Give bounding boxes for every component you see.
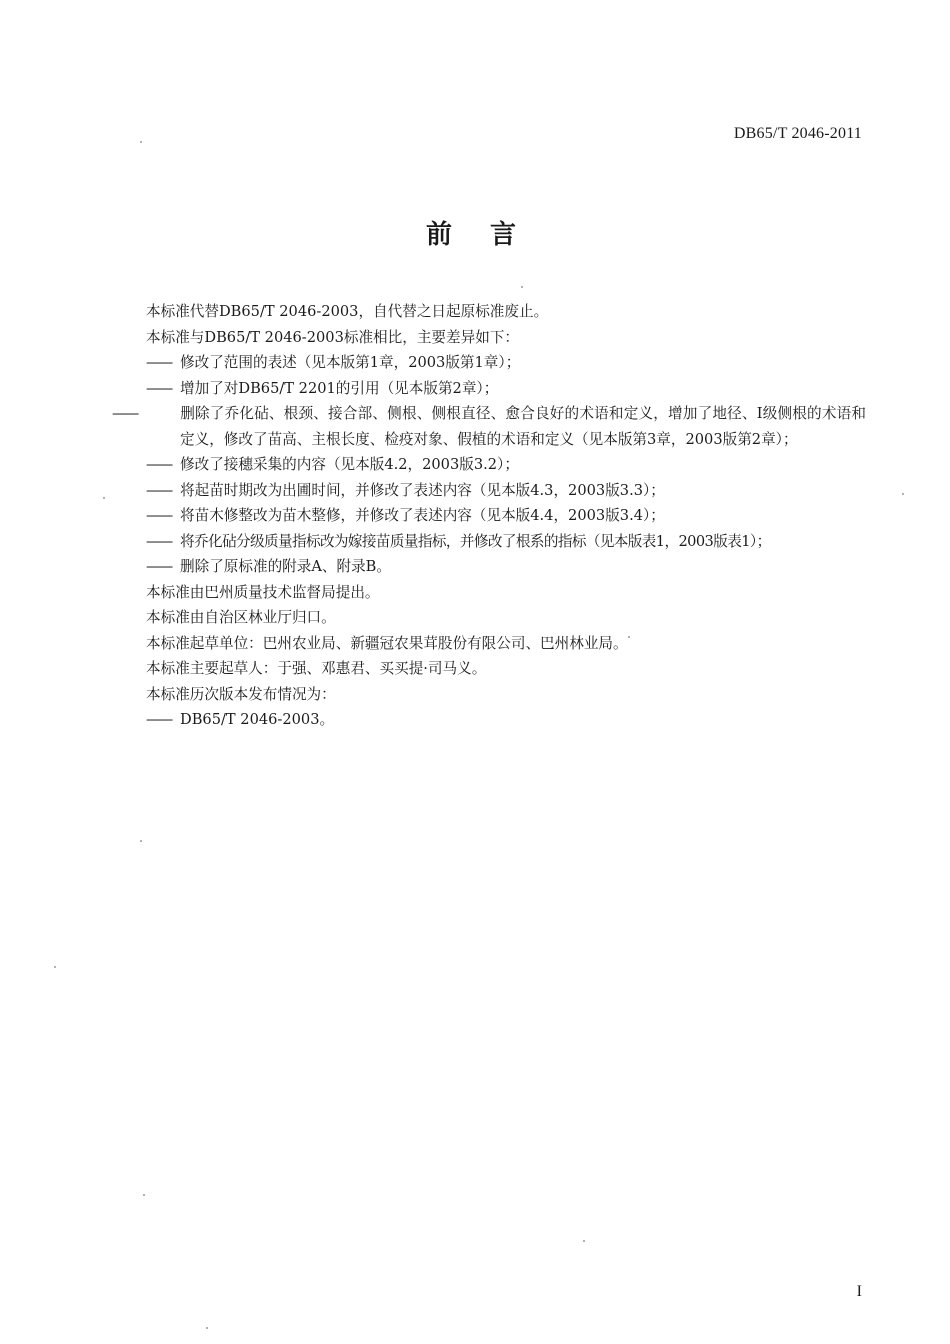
dash-mark: —— <box>146 507 172 524</box>
change-item-text: 删除了原标准的附录A、附录B。 <box>180 558 391 575</box>
page-title: 前言 <box>425 220 554 250</box>
scan-speck <box>103 497 105 499</box>
scan-speck <box>583 1240 585 1242</box>
dash-mark: —— <box>146 711 172 728</box>
scan-speck <box>54 966 56 968</box>
change-item-text: 将起苗时期改为出圃时间，并修改了表述内容（见本版4.3，2003版3.3）； <box>180 481 665 499</box>
dash-mark: —— <box>146 532 172 550</box>
dash-mark: —— <box>146 379 172 397</box>
change-item <box>146 478 866 504</box>
change-item-text: 将乔化砧分级质量指标改为嫁接苗质量指标，并修改了根系的指标（见本版表1，2003版表1）； <box>180 532 771 550</box>
foreword-content <box>112 299 866 733</box>
standard-code: DB65/T 2046-2011 <box>733 125 862 142</box>
dash-mark: —— <box>146 354 172 371</box>
scan-speck <box>628 636 630 638</box>
paragraph-drafters: 本标准主要起草人：于强、邓惠君、买买提·司马义。 <box>146 660 487 677</box>
change-item-text: 删除了乔化砧、根颈、接合部、侧根、侧根直径、愈合良好的术语和定义，增加了地径、Ⅰ级侧根的术语和定义，修改了苗高、主根长度、检疫对象、假植的术语和定义（见本版第3章，2003版第2章）； <box>180 405 866 448</box>
change-item <box>146 503 866 529</box>
change-item <box>146 529 866 555</box>
page-number: I <box>856 1283 862 1300</box>
dash-mark: —— <box>112 405 138 422</box>
change-item <box>146 376 866 402</box>
change-item <box>112 401 866 452</box>
change-item <box>146 350 866 376</box>
dash-mark: —— <box>146 456 172 473</box>
paragraph-differences-intro: 本标准与DB65/T 2046-2003标准相比，主要差异如下： <box>146 328 519 346</box>
scan-speck <box>902 493 904 495</box>
history-item <box>146 707 866 733</box>
paragraph-proposer: 本标准由巴州质量技术监督局提出。 <box>146 583 380 601</box>
paragraph-drafting-units: 本标准起草单位：巴州农业局、新疆冠农果茸股份有限公司、巴州林业局。 <box>146 634 628 652</box>
dash-mark: —— <box>146 558 172 575</box>
scan-speck <box>140 840 142 842</box>
change-item-text: 修改了范围的表述（见本版第1章，2003版第1章）； <box>180 354 521 371</box>
scan-speck <box>206 1327 208 1329</box>
scan-speck <box>521 286 523 288</box>
change-item <box>146 452 866 478</box>
change-item <box>146 554 866 580</box>
change-item-text: 增加了对DB65/T 2201的引用（见本版第2章）； <box>180 379 499 397</box>
change-item-text: 修改了接穗采集的内容（见本版4.2，2003版3.2）； <box>180 456 519 473</box>
paragraph-replacement: 本标准代替DB65/T 2046-2003，自代替之日起原标准废止。 <box>146 303 549 320</box>
dash-mark: —— <box>146 481 172 499</box>
scan-speck <box>140 141 142 143</box>
change-item-text: 将苗木修整改为苗木整修，并修改了表述内容（见本版4.4，2003版3.4）； <box>180 507 665 524</box>
paragraph-history-intro: 本标准历次版本发布情况为： <box>146 685 336 703</box>
paragraph-administrator: 本标准由自治区林业厅归口。 <box>146 609 336 626</box>
history-item-text: DB65/T 2046-2003。 <box>180 711 335 728</box>
scan-speck <box>143 1194 145 1196</box>
